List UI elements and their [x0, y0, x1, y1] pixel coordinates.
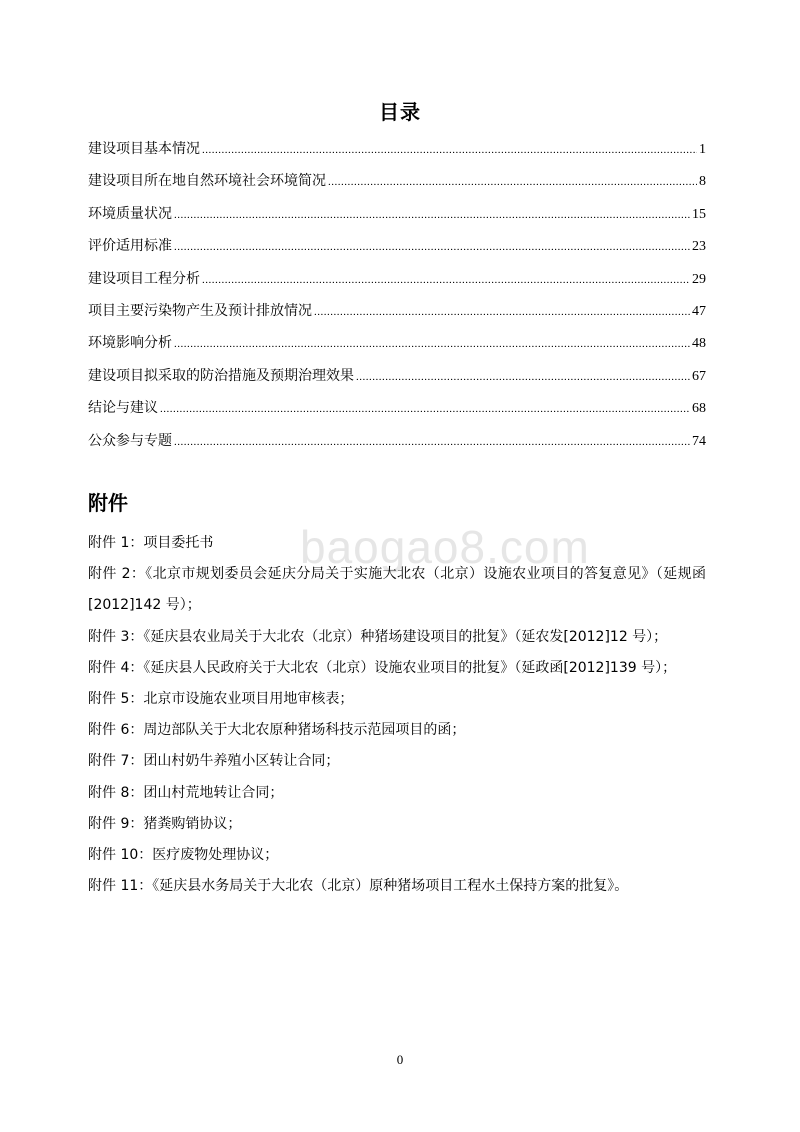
attachment-item: 附件 11：《延庆县水务局关于大北农（北京）原种猪场项目工程水土保持方案的批复》。 — [88, 878, 629, 895]
attachment-item: 附件 3：《延庆县农业局关于大北农（北京）种猪场建设项目的批复》（延农发[2012]12 号）； — [88, 628, 668, 645]
toc-entry[interactable] — [88, 203, 706, 235]
attachment-item: 附件 10：医疗废物处理协议； — [88, 847, 279, 864]
table-of-contents — [88, 138, 706, 462]
attachment-item: 附件 6：周边部队关于大北农原种猪场科技示范园项目的函； — [88, 722, 466, 739]
toc-entry-label: 环境影响分析 — [88, 335, 172, 352]
attachment-item: 附件 8：团山村荒地转让合同； — [88, 784, 284, 801]
toc-dot-leader — [174, 236, 690, 258]
attachments-list — [88, 528, 706, 902]
attachment-item: 附件 7：团山村奶牛养殖小区转让合同； — [88, 753, 340, 770]
toc-entry-page: 74 — [692, 433, 706, 449]
toc-entry[interactable] — [88, 397, 706, 429]
toc-entry-page: 68 — [692, 401, 706, 417]
toc-entry-label: 公众参与专题 — [88, 432, 172, 449]
toc-entry[interactable] — [88, 138, 706, 170]
toc-dot-leader — [202, 139, 697, 161]
attachment-item: 附件 5：北京市设施农业项目用地审核表； — [88, 691, 354, 708]
attachment-item: 附件 1：项目委托书 — [88, 535, 214, 551]
toc-entry-page: 8 — [699, 174, 706, 190]
toc-entry-page: 15 — [692, 206, 706, 222]
toc-title: 目录 — [379, 100, 421, 124]
toc-entry-label: 建设项目所在地自然环境社会环境简况 — [88, 173, 326, 190]
toc-entry[interactable] — [88, 268, 706, 300]
toc-entry-page: 29 — [692, 271, 706, 287]
attachment-item: 附件 4：《延庆县人民政府关于大北农（北京）设施农业项目的批复》（延政函[2012]139 号）； — [88, 659, 677, 676]
attachment-item: 附件 2：《北京市规划委员会延庆分局关于实施大北农（北京）设施农业项目的答复意见》（延规函[2012]142 号）； — [88, 566, 706, 614]
toc-entry-label: 建设项目工程分析 — [88, 270, 200, 287]
toc-entry-label: 结论与建议 — [88, 400, 158, 417]
toc-entry-label: 评价适用标准 — [88, 238, 172, 255]
toc-dot-leader — [202, 269, 690, 291]
toc-dot-leader — [356, 366, 690, 388]
toc-entry-page: 67 — [692, 368, 706, 384]
watermark: baogao8.com — [300, 521, 590, 573]
toc-entry-page: 1 — [699, 142, 706, 157]
toc-dot-leader — [328, 171, 697, 193]
toc-dot-leader — [174, 431, 690, 453]
toc-entry[interactable] — [88, 332, 706, 364]
toc-dot-leader — [174, 333, 690, 355]
attachment-item: 附件 9：猪粪购销协议； — [88, 815, 242, 832]
toc-entry[interactable] — [88, 430, 706, 462]
toc-entry[interactable] — [88, 235, 706, 267]
toc-entry[interactable] — [88, 365, 706, 397]
toc-entry-label: 环境质量状况 — [88, 205, 172, 222]
toc-entry-label: 建设项目拟采取的防治措施及预期治理效果 — [88, 367, 354, 384]
toc-entry[interactable] — [88, 170, 706, 202]
toc-entry-page: 23 — [692, 239, 706, 255]
toc-entry[interactable] — [88, 300, 706, 332]
toc-entry-page: 48 — [692, 336, 706, 352]
attachments-title: 附件 — [88, 491, 128, 515]
toc-entry-label: 项目主要污染物产生及预计排放情况 — [88, 302, 312, 319]
toc-entry-page: 47 — [692, 303, 706, 319]
toc-dot-leader — [314, 301, 690, 323]
toc-dot-leader — [174, 204, 690, 226]
toc-dot-leader — [160, 398, 690, 420]
toc-entry-label: 建设项目基本情况 — [88, 141, 200, 157]
page-number: 0 — [396, 1052, 404, 1067]
